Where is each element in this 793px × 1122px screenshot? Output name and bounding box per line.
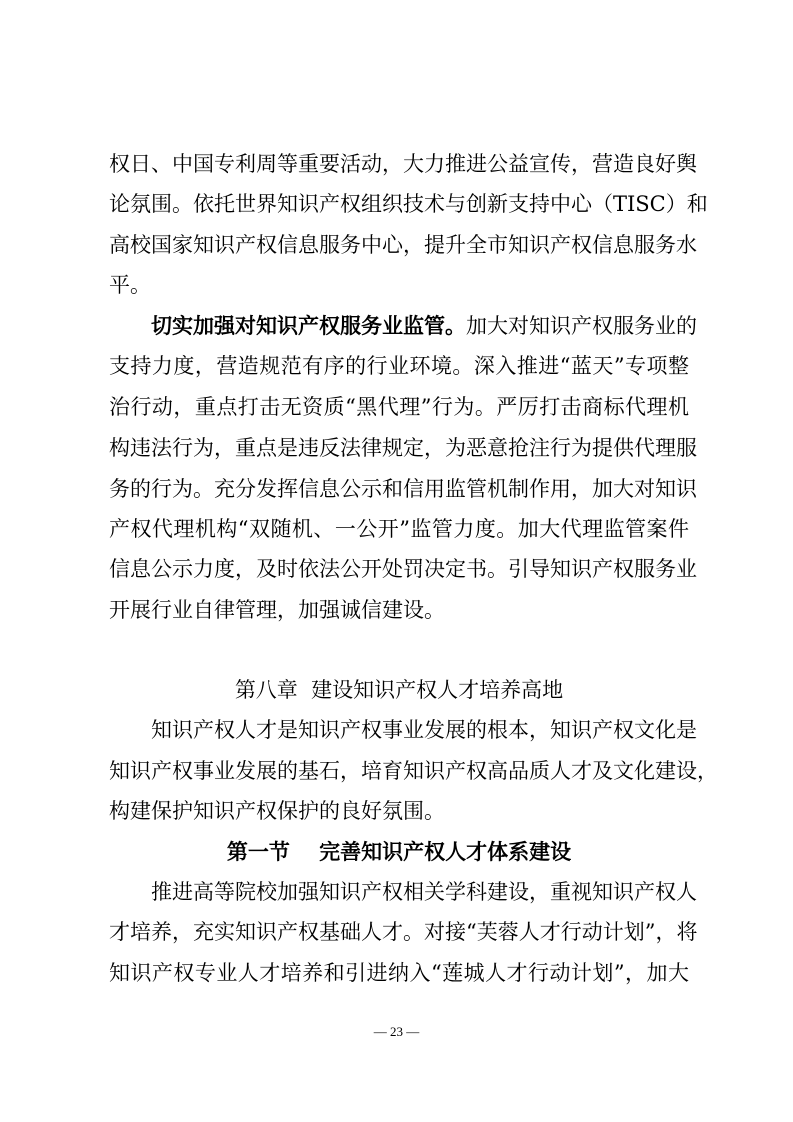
paragraph-line: 知识产权人才是知识产权事业发展的根本，知识产权文化是 xyxy=(151,718,697,742)
paragraph-line: 构违法行为，重点是违反法律规定，为恶意抢注行为提供代理服 xyxy=(109,436,697,460)
paragraph-line: 产权代理机构“双随机、一公开”监管力度。加大代理监管案件 xyxy=(109,517,689,541)
section-heading: 第一节 完善知识产权人才体系建设 xyxy=(226,840,572,864)
chapter-heading: 第八章 建设知识产权人才培养高地 xyxy=(234,678,564,702)
paragraph-first-line xyxy=(151,313,697,339)
paragraph-line: 支持力度，营造规范有序的行业环境。深入推进“蓝天”专项整 xyxy=(109,354,689,378)
paragraph-line: 才培养，充实知识产权基础人才。对接“芙蓉人才行动计划”，将 xyxy=(109,920,698,944)
paragraph-line: 务的行为。充分发挥信息公示和信用监管机制作用，加大对知识 xyxy=(109,477,697,501)
paragraph-line: 权日、中国专利周等重要活动，大力推进公益宣传，营造良好舆 xyxy=(109,152,697,176)
paragraph-line: 知识产权专业人才培养和引进纳入“莲城人才行动计划”，加大 xyxy=(109,961,689,985)
paragraph-line-rest: 加大对知识产权服务业的 xyxy=(466,314,697,338)
paragraph-line: 开展行业自律管理，加强诚信建设。 xyxy=(109,598,445,622)
paragraph-line: 平。 xyxy=(109,273,151,297)
paragraph-line: 构建保护知识产权保护的良好氛围。 xyxy=(109,799,445,823)
page-number: — 23 — xyxy=(373,1024,420,1039)
paragraph-line: 论氛围。依托世界知识产权组织技术与创新支持中心（TISC）和 xyxy=(109,192,708,216)
paragraph-line: 知识产权事业发展的基石，培育知识产权高品质人才及文化建设， xyxy=(109,759,718,783)
paragraph-line: 推进高等院校加强知识产权相关学科建设，重视知识产权人 xyxy=(151,880,697,904)
paragraph-line: 治行动，重点打击无资质“黑代理”行为。严厉打击商标代理机 xyxy=(109,395,689,419)
paragraph-line: 信息公示力度，及时依法公开处罚决定书。引导知识产权服务业 xyxy=(109,557,697,581)
paragraph-line: 高校国家知识产权信息服务中心，提升全市知识产权信息服务水 xyxy=(109,233,697,257)
paragraph-lead-heading: 切实加强对知识产权服务业监管。 xyxy=(151,314,466,338)
